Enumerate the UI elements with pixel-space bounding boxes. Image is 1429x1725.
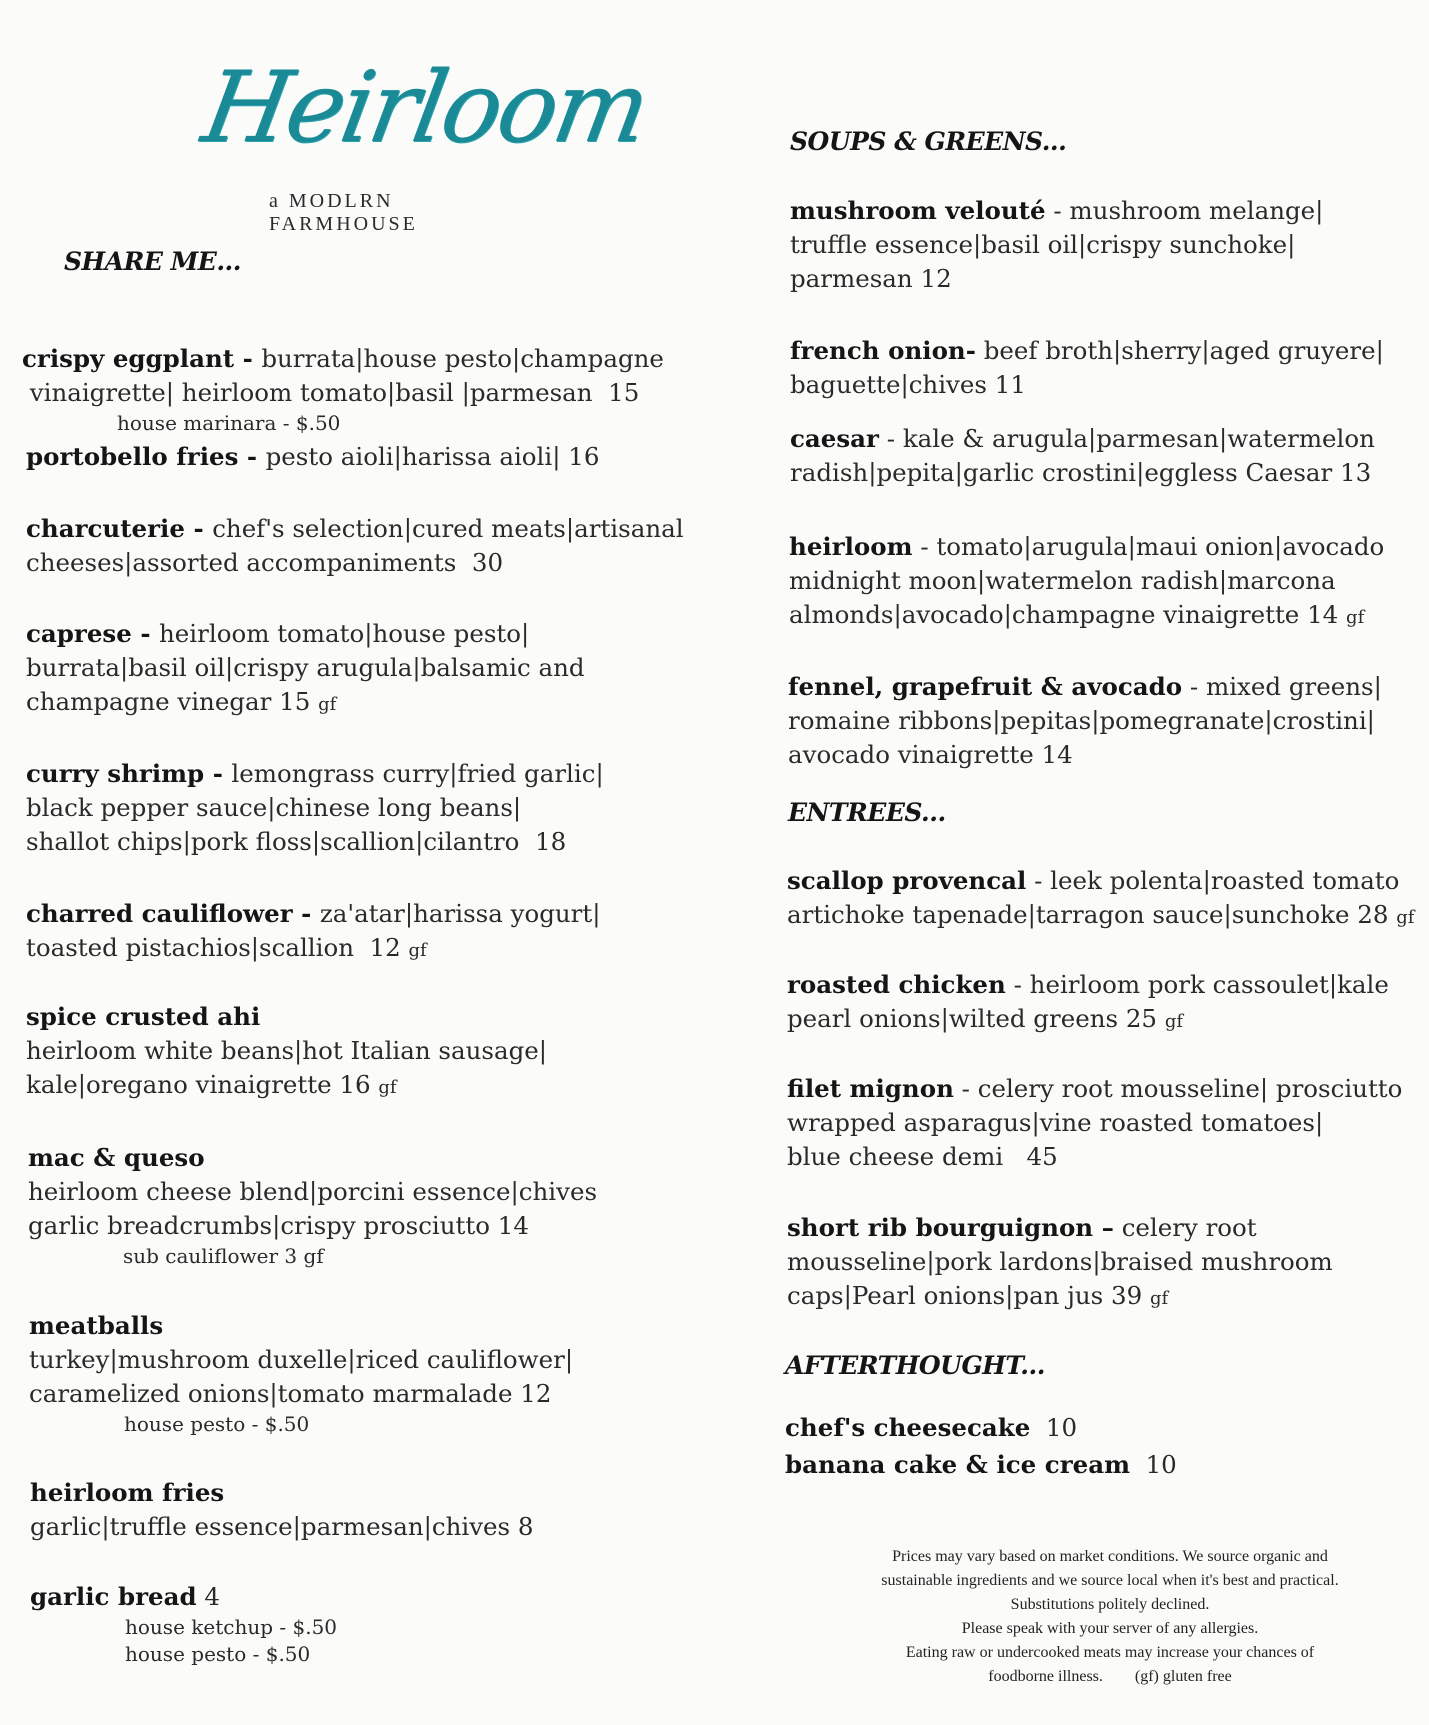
footer-line: Please speak with your server of any allergies.: [961, 1620, 1259, 1637]
menu-item: short rib bourguignon – celery root mousseline|pork lardons|braised mushroom caps|Pearl onions|pan jus 39 gf: [787, 1213, 1333, 1310]
item-desc: garlic|truffle essence|parmesan|chives 8: [30, 1512, 534, 1541]
item-name: scallop provencal: [787, 866, 1027, 895]
item-name: meatballs: [29, 1311, 164, 1340]
item-name: mushroom velouté: [790, 196, 1046, 225]
item-name: heirloom fries: [30, 1478, 225, 1507]
menu-item: filet mignon - celery root mousseline| prosciutto wrapped asparagus|vine roasted tomatoes| blue cheese demi 45: [787, 1074, 1403, 1171]
menu-item: fennel, grapefruit & avocado - mixed greens| romaine ribbons|pepitas|pomegranate|crostini| avocado vinaigrette 14: [788, 672, 1382, 769]
menu-item: charcuterie - chef's selection|cured meats|artisanal cheeses|assorted accompaniments 30: [26, 512, 684, 580]
menu-item: [785, 1411, 1077, 1445]
gluten-free-mark: gf: [1164, 1011, 1183, 1032]
section-title-afterthought: AFTERTHOUGHT...: [785, 1351, 1045, 1380]
item-note: house pesto - $.50: [124, 1412, 310, 1436]
menu-item: french onion- beef broth|sherry|aged gruyere| baguette|chives 11: [790, 336, 1384, 399]
item-note: sub cauliflower 3 gf: [123, 1244, 324, 1268]
menu-item: caprese - heirloom tomato|house pesto| burrata|basil oil|crispy arugula|balsamic and champagne vinegar 15 gf: [26, 619, 585, 716]
item-name: crispy eggplant -: [22, 344, 262, 373]
gluten-free-mark: gf: [408, 940, 427, 961]
item-name: chef's cheesecake: [785, 1413, 1031, 1442]
gluten-free-mark: gf: [318, 694, 337, 715]
item-name: garlic bread: [30, 1582, 197, 1611]
item-name: heirloom: [789, 532, 913, 561]
logo-script: Heirloom: [194, 51, 655, 165]
item-name: caesar: [790, 424, 879, 453]
item-desc: pesto aioli|harissa aioli| 16: [265, 442, 600, 471]
section-title-entrees: ENTREES...: [788, 798, 946, 827]
item-note: house ketchup - $.50: [125, 1615, 338, 1639]
logo-tagline: a MODLRN FARMHOUSE: [269, 190, 418, 235]
gluten-free-mark: gf: [1346, 607, 1365, 628]
item-desc-line: vinaigrette| heirloom tomato|basil |parmesan 15: [22, 378, 640, 407]
item-price: 4: [204, 1582, 220, 1611]
menu-item: scallop provencal - leek polenta|roasted tomato artichoke tapenade|tarragon sauce|sunchoke 28 gf: [787, 866, 1415, 929]
menu-item: [785, 1448, 1177, 1482]
gluten-free-mark: gf: [1396, 907, 1415, 928]
item-name: portobello fries -: [26, 442, 266, 471]
item-name: mac & queso: [28, 1143, 205, 1172]
item-note: house marinara - $.50: [117, 411, 341, 435]
footer-line: Substitutions politely declined.: [1010, 1596, 1210, 1613]
menu-item: curry shrimp - lemongrass curry|fried garlic| black pepper sauce|chinese long beans| shallot chips|pork floss|scallion|cilantro 18: [26, 759, 604, 856]
menu-item: spice crusted ahi heirloom white beans|hot Italian sausage| kale|oregano vinaigrette 16 gf: [26, 1002, 548, 1099]
item-name: spice crusted ahi: [26, 1002, 261, 1031]
section-title-soups-greens: SOUPS & GREENS...: [790, 127, 1067, 156]
item-price: 10: [1145, 1450, 1177, 1479]
gluten-free-mark: gf: [378, 1077, 397, 1098]
item-price: 10: [1045, 1413, 1078, 1442]
item-name: charcuterie -: [26, 514, 213, 543]
menu-item: [22, 342, 664, 437]
menu-item: meatballs turkey|mushroom duxelle|riced cauliflower| caramelized onions|tomato marmalade 12 house pesto - $.50: [29, 1311, 574, 1436]
item-name: french onion-: [790, 336, 976, 365]
menu-item: mac & queso heirloom cheese blend|porcini essence|chives garlic breadcrumbs|crispy prosciutto 14 sub cauliflower 3 gf: [28, 1143, 598, 1268]
menu-item: charred cauliflower - za'atar|harissa yogurt| toasted pistachios|scallion 12 gf: [26, 899, 601, 962]
item-note: house pesto - $.50: [125, 1642, 311, 1666]
item-name: banana cake & ice cream: [785, 1450, 1130, 1479]
menu-item: mushroom velouté - mushroom melange| truffle essence|basil oil|crispy sunchoke| parmesan 12: [790, 196, 1324, 293]
item-desc: burrata|house pesto|champagne: [261, 344, 664, 373]
menu-item: [30, 1580, 337, 1668]
item-name: roasted chicken: [787, 970, 1006, 999]
section-title-share-me: SHARE ME...: [64, 247, 241, 276]
item-name: short rib bourguignon –: [787, 1213, 1114, 1242]
footer-notice: [795, 1545, 1425, 1689]
footer-line: foodborne illness. (gf) gluten free: [988, 1668, 1232, 1685]
gluten-free-mark: gf: [1149, 1288, 1169, 1309]
item-name: curry shrimp -: [26, 759, 232, 788]
menu-item: roasted chicken - heirloom pork cassoulet|kale pearl onions|wilted greens 25 gf: [787, 970, 1389, 1033]
menu-item: [26, 440, 599, 474]
item-name: caprese -: [26, 619, 160, 648]
item-name: charred cauliflower -: [26, 899, 320, 928]
footer-line: Prices may vary based on market conditions. We source organic and: [892, 1548, 1328, 1565]
item-name: fennel, grapefruit & avocado: [788, 672, 1183, 701]
menu-item: [30, 1476, 533, 1544]
item-desc-line: cheeses|assorted accompaniments 30: [26, 548, 504, 577]
restaurant-logo: [194, 48, 655, 235]
footer-line: sustainable ingredients and we source local when it's best and practical.: [881, 1572, 1339, 1589]
item-name: filet mignon: [787, 1074, 954, 1103]
menu-item: caesar - kale & arugula|parmesan|watermelon radish|pepita|garlic crostini|eggless Caesar 13: [790, 424, 1375, 487]
footer-line: Eating raw or undercooked meats may increase your chances of: [905, 1644, 1315, 1661]
menu-item: heirloom - tomato|arugula|maui onion|avocado midnight moon|watermelon radish|marcona almonds|avocado|champagne vinaigrette 14 gf: [789, 532, 1385, 629]
